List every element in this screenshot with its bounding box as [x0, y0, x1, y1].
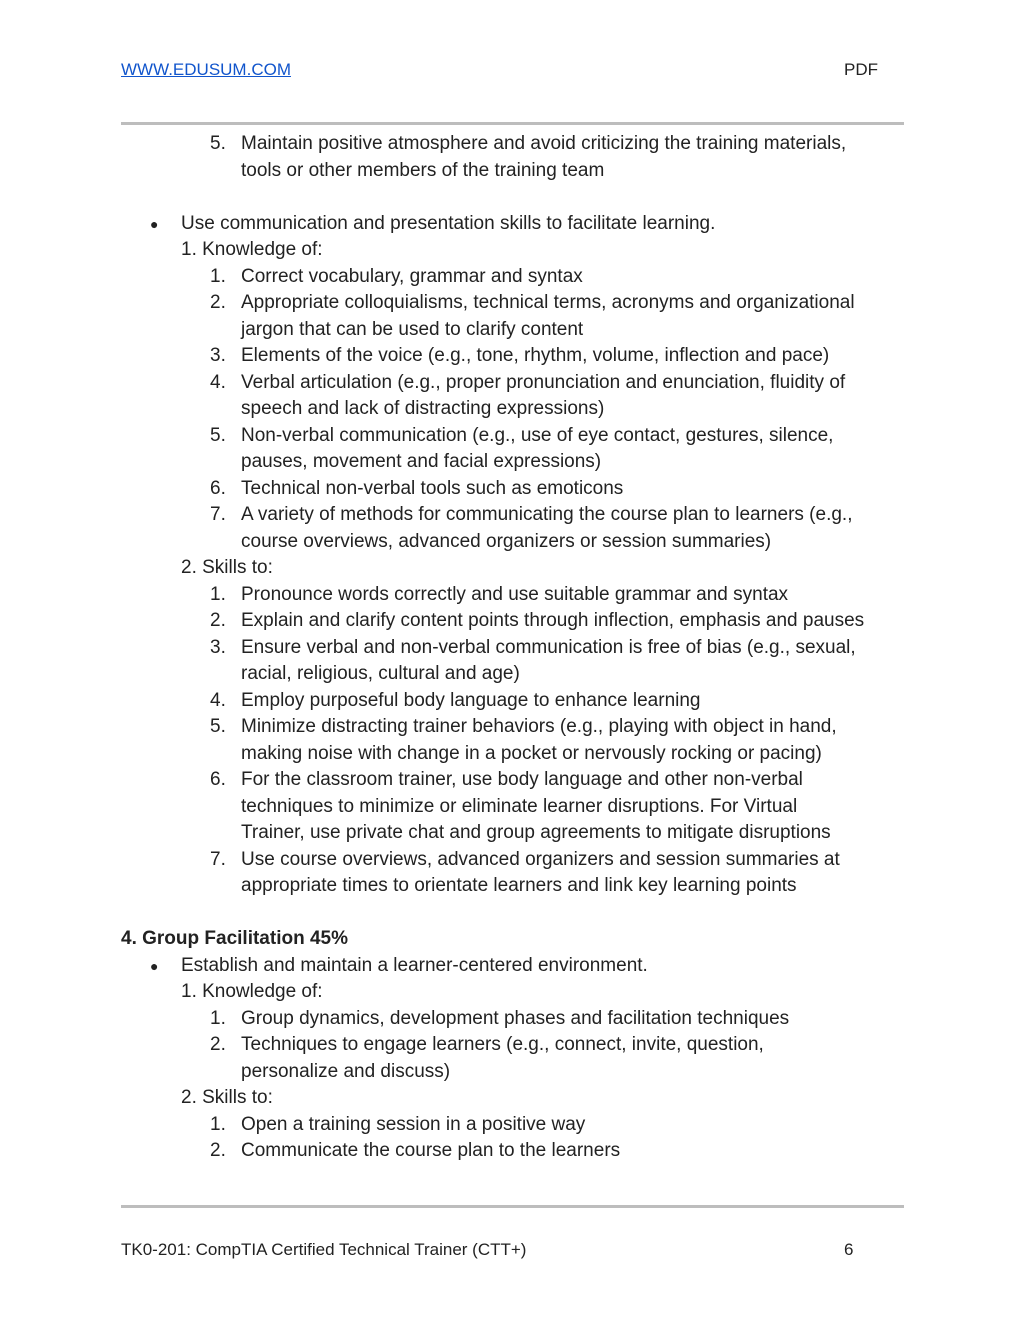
- numbered-list-item: [210, 582, 788, 608]
- list-item-text: A variety of methods for communicating the course plan to learners (e.g.,: [241, 504, 853, 525]
- bullet-text: Establish and maintain a learner-centered environment.: [181, 954, 648, 976]
- list-item-text: Verbal articulation (e.g., proper pronunciation and enunciation, fluidity of: [241, 371, 846, 393]
- list-item-continuation: personalize and discuss): [241, 1060, 451, 1082]
- list-item-number: 3.: [210, 636, 226, 658]
- list-item-continuation: making noise with change in a pocket or nervously rocking or pacing): [241, 742, 822, 764]
- numbered-list-item: [210, 131, 846, 157]
- list-item-text: Elements of the voice (e.g., tone, rhythm, volume, inflection and pace): [241, 345, 830, 366]
- list-item-text: Employ purposeful body language to enhance learning: [241, 689, 701, 711]
- list-item-number: 2.: [210, 1140, 226, 1161]
- sub-heading: 1. Knowledge of:: [181, 239, 323, 260]
- list-item-continuation: course overviews, advanced organizers or session summaries): [241, 530, 772, 552]
- list-item-text: For the classroom trainer, use body language and other non-verbal: [241, 769, 803, 790]
- list-item-text: Use course overviews, advanced organizers and session summaries at: [241, 848, 840, 870]
- list-item-continuation: pauses, movement and facial expressions): [241, 451, 602, 472]
- numbered-list-item: [210, 370, 845, 396]
- numbered-list-item: [210, 1112, 585, 1138]
- bullet-item: [150, 953, 648, 979]
- list-item-text: Pronounce words correctly and use suitable grammar and syntax: [241, 583, 789, 605]
- sub-heading: 2. Skills to:: [181, 1087, 273, 1108]
- list-item-number: 4.: [210, 689, 226, 711]
- numbered-list-item: [210, 502, 852, 528]
- footer-title: TK0-201: CompTIA Certified Technical Trainer (CTT+): [121, 1240, 527, 1259]
- list-item-continuation: appropriate times to orientate learners and link key learning points: [241, 875, 797, 896]
- list-item-text: Group dynamics, development phases and facilitation techniques: [241, 1007, 790, 1029]
- list-item-number: 1.: [210, 583, 226, 605]
- numbered-list-item: [210, 608, 864, 634]
- list-item-number: 1.: [210, 1113, 226, 1135]
- list-item-number: 5.: [210, 424, 226, 446]
- list-item-text: Ensure verbal and non-verbal communication is free of bias (e.g., sexual,: [241, 636, 856, 658]
- list-item-text: Correct vocabulary, grammar and syntax: [241, 265, 583, 287]
- sub-heading: 2. Skills to:: [181, 557, 273, 578]
- list-item-number: 6.: [210, 477, 226, 499]
- list-item-text: Open a training session in a positive way: [241, 1113, 586, 1135]
- list-item-number: 2.: [210, 1034, 226, 1055]
- list-item-continuation: Trainer, use private chat and group agreements to mitigate disruptions: [241, 822, 831, 843]
- numbered-list-item: [210, 847, 840, 873]
- list-item-text: Technical non-verbal tools such as emoticons: [241, 477, 624, 499]
- list-item-continuation: techniques to minimize or eliminate learner disruptions. For Virtual: [241, 795, 798, 817]
- numbered-list-item: [210, 343, 829, 369]
- numbered-list-item: [210, 635, 856, 661]
- numbered-list-item: [210, 688, 701, 714]
- list-item-number: 3.: [210, 345, 226, 366]
- numbered-list-item: [210, 290, 855, 316]
- list-item-number: 5.: [210, 716, 226, 737]
- page-number: 6: [844, 1240, 854, 1259]
- list-item-number: 1.: [210, 1007, 226, 1029]
- list-item-number: 2.: [210, 610, 226, 631]
- numbered-list-item: [210, 1032, 764, 1058]
- numbered-list-item: [210, 714, 837, 740]
- list-item-continuation: speech and lack of distracting expressions): [241, 398, 605, 419]
- numbered-list-item: [210, 476, 623, 502]
- list-item-number: 5.: [210, 133, 226, 154]
- list-item-text: Maintain positive atmosphere and avoid criticizing the training materials,: [241, 133, 847, 154]
- list-item-number: 1.: [210, 265, 226, 287]
- list-item-number: 6.: [210, 769, 226, 790]
- list-item-number: 2.: [210, 292, 226, 313]
- bullet-icon: ●: [150, 957, 159, 974]
- list-item-number: 4.: [210, 371, 226, 393]
- bullet-text: Use communication and presentation skills to facilitate learning.: [181, 212, 716, 234]
- list-item-continuation: tools or other members of the training team: [241, 159, 605, 181]
- header-divider: [121, 122, 904, 125]
- sub-heading: 1. Knowledge of:: [181, 981, 323, 1002]
- numbered-list-item: [210, 423, 833, 449]
- list-item-text: Minimize distracting trainer behaviors (e.g., playing with object in hand,: [241, 716, 837, 737]
- list-item-text: Non-verbal communication (e.g., use of eye contact, gestures, silence,: [241, 424, 834, 446]
- numbered-list-item: [210, 1138, 620, 1164]
- numbered-list-item: [210, 767, 803, 793]
- header-site-link[interactable]: WWW.EDUSUM.COM: [121, 60, 291, 79]
- numbered-list-item: [210, 264, 583, 290]
- list-item-text: Appropriate colloquialisms, technical terms, acronyms and organizational: [241, 292, 855, 313]
- list-item-continuation: jargon that can be used to clarify content: [241, 318, 584, 340]
- list-item-text: Communicate the course plan to the learners: [241, 1140, 621, 1161]
- numbered-list-item: [210, 1006, 789, 1032]
- list-item-number: 7.: [210, 504, 226, 525]
- footer-divider: [121, 1205, 904, 1208]
- list-item-text: Explain and clarify content points through inflection, emphasis and pauses: [241, 610, 865, 631]
- bullet-item: [150, 211, 715, 237]
- list-item-text: Techniques to engage learners (e.g., connect, invite, question,: [241, 1034, 764, 1055]
- section-heading: 4. Group Facilitation 45%: [121, 928, 348, 949]
- list-item-continuation: racial, religious, cultural and age): [241, 663, 520, 684]
- header-pdf-label: PDF: [844, 60, 878, 79]
- list-item-number: 7.: [210, 848, 226, 870]
- bullet-icon: ●: [150, 215, 159, 232]
